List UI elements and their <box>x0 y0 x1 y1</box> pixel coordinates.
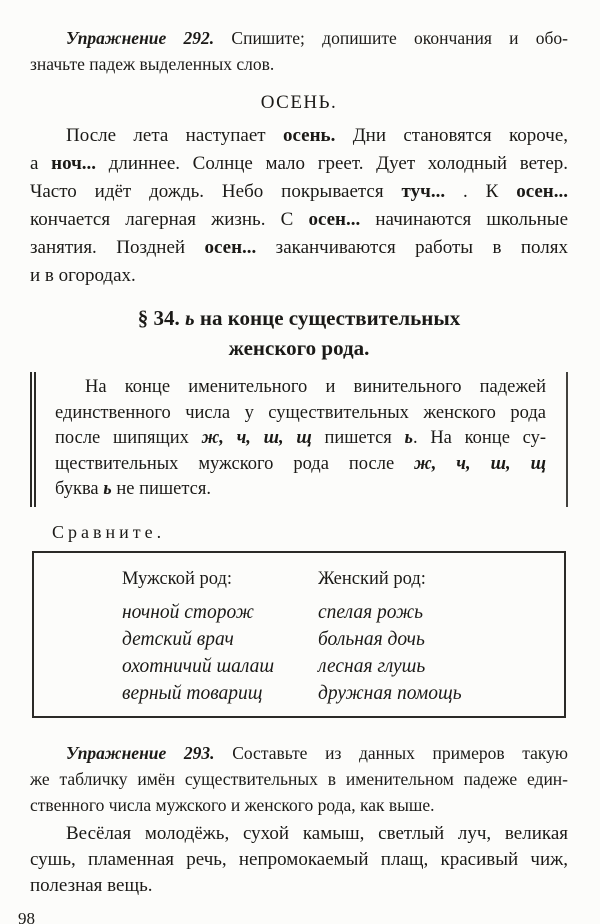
comparison-table <box>32 551 566 718</box>
text-line: занятия. Поздней осен... заканчиваются работы в полях <box>30 237 568 258</box>
text-line: а ноч... длиннее. Солнце мало греет. Дует холодный ветер. <box>30 153 568 174</box>
table-cell: больная дочь <box>318 628 425 650</box>
text-line: же табличку имён существительных в именительном падеже един- <box>30 768 568 789</box>
table-row <box>34 626 564 653</box>
table-cell: охотничий шалаш <box>122 655 275 677</box>
text-line: кончается лагерная жизнь. С осен... начинаются школьные <box>30 209 568 230</box>
page-number: 98 <box>18 908 35 924</box>
text-line: после шипящих ж, ч, ш, щ пишется ь. На конце су- <box>55 428 546 448</box>
text-line: Весёлая молодёжь, сухой камыш, светлый луч, великая <box>66 822 568 844</box>
exercise-293-instruction <box>30 740 568 818</box>
table-row <box>34 653 564 680</box>
table-cell: верный товарищ <box>122 682 263 704</box>
exercise-292-instruction <box>30 25 568 77</box>
table-cell: спелая рожь <box>318 601 424 623</box>
table-header-row <box>34 565 564 593</box>
text-line: ществительных мужского рода после ж, ч, ш, щ <box>55 453 546 474</box>
autumn-text <box>30 122 568 290</box>
autumn-title: ОСЕНЬ. <box>260 92 338 113</box>
text-line: Упражнение 293. Составьте из данных примеров такую <box>66 742 568 763</box>
text-line: единственного числа у существительных женского рода <box>55 402 546 423</box>
text-line: полезная вещь. <box>30 874 153 896</box>
table-cell: дружная помощь <box>318 682 462 704</box>
text-line: Упражнение 292. Спишите; допишите окончания и обо- <box>66 28 568 48</box>
text-line: Часто идёт дождь. Небо покрывается туч... . К осен... <box>30 181 568 202</box>
compare-label: Сравните. <box>52 521 166 542</box>
table-header-feminine: Женский род: <box>318 568 426 589</box>
section-34-heading <box>30 303 568 363</box>
grammar-rule <box>30 372 568 507</box>
text-line: буква ь не пишется. <box>55 479 212 499</box>
text-line: женского рода. <box>228 336 370 360</box>
text-line: и в огородах. <box>30 265 136 286</box>
table-row <box>34 599 564 626</box>
table-row <box>34 680 564 707</box>
text-line: § 34. ь на конце существительных <box>137 306 461 330</box>
table-header-masculine: Мужской род: <box>122 568 232 589</box>
text-line: На конце именительного и винительного падежей <box>85 377 546 397</box>
text-line: ственного числа мужского и женского рода, как выше. <box>30 794 435 815</box>
word-list <box>30 821 568 899</box>
table-cell: детский врач <box>122 628 234 650</box>
table-cell: ночной сторож <box>122 601 254 623</box>
text-line: После лета наступает осень. Дни становятся короче, <box>66 125 568 146</box>
text-line: значьте падеж выделенных слов. <box>30 54 275 74</box>
text-line: сушь, пламенная речь, непромокаемый плащ, красивый чиж, <box>30 848 568 870</box>
table-cell: лесная глушь <box>318 655 426 677</box>
